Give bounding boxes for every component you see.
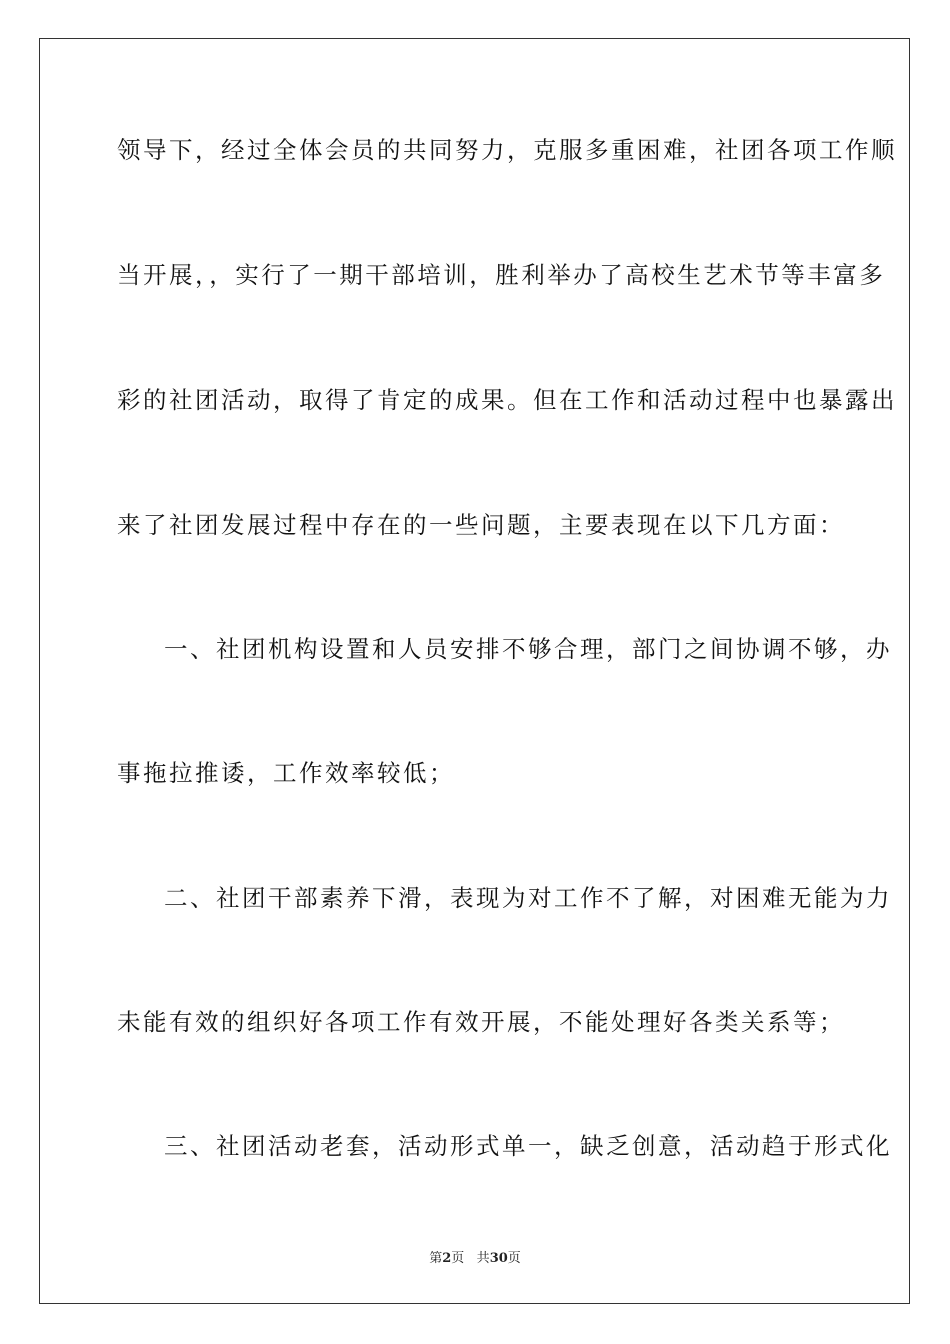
total-pages: 30 bbox=[489, 1251, 508, 1266]
page-number: 2 bbox=[442, 1251, 452, 1266]
body-text-line-6: 事拖拉推诿，工作效率较低； bbox=[117, 759, 455, 787]
body-text-line-5: 一、社团机构设置和人员安排不够合理，部门之间协调不够，办 bbox=[164, 635, 892, 663]
page-footer bbox=[0, 1247, 950, 1266]
body-text-line-4: 来了社团发展过程中存在的一些问题，主要表现在以下几方面： bbox=[117, 511, 845, 539]
body-text-line-7: 二、社团干部素养下滑，表现为对工作不了解，对困难无能为力 bbox=[164, 884, 892, 912]
page-border bbox=[39, 38, 910, 1304]
body-text-line-2: 当开展，，实行了一期干部培训，胜利举办了高校生艺术节等丰富多 bbox=[117, 261, 886, 289]
total-suffix: 页 bbox=[507, 1251, 521, 1266]
body-text-line-1: 领导下，经过全体会员的共同努力，克服多重困难，社团各项工作顺 bbox=[117, 136, 897, 164]
body-text-line-9: 三、社团活动老套，活动形式单一，缺乏创意，活动趋于形式化 bbox=[164, 1132, 892, 1160]
body-text-line-3: 彩的社团活动，取得了肯定的成果。但在工作和活动过程中也暴露出 bbox=[117, 386, 897, 414]
total-prefix: 共 bbox=[476, 1251, 490, 1266]
body-text-line-8: 未能有效的组织好各项工作有效开展，不能处理好各类关系等； bbox=[117, 1008, 845, 1036]
page-suffix: 页 bbox=[451, 1251, 465, 1266]
page-prefix: 第 bbox=[429, 1251, 443, 1266]
